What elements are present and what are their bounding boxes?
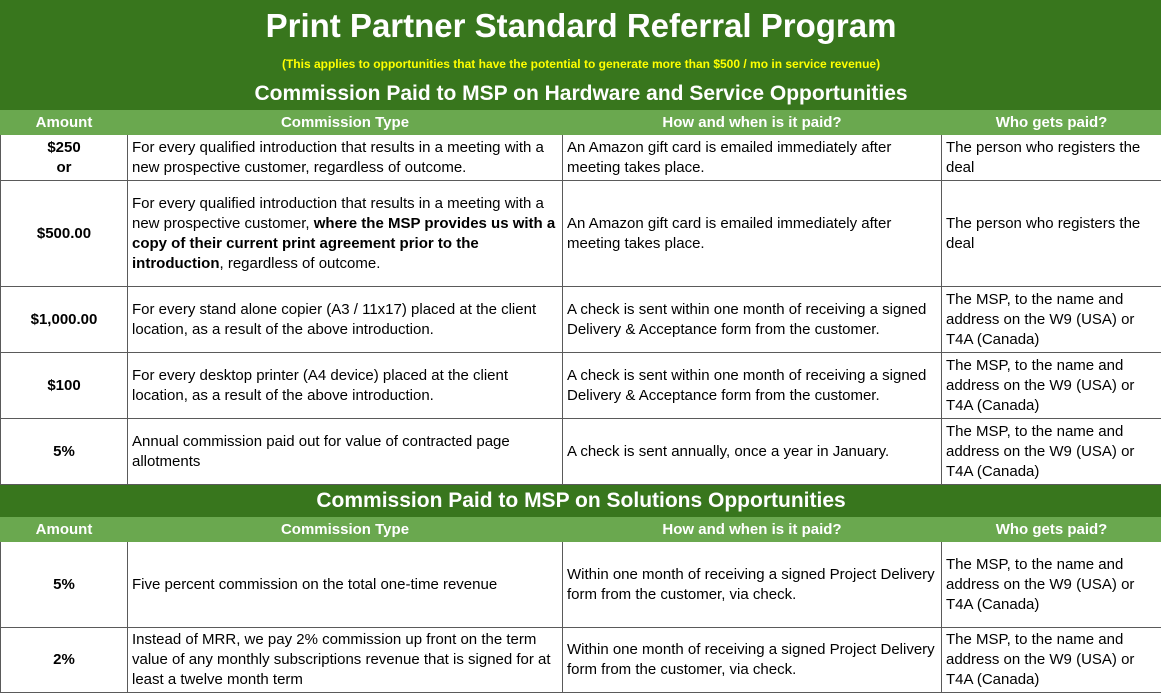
table-row (1, 542, 1161, 628)
column-header-how-paid: How and when is it paid? (563, 517, 942, 542)
commission-type-text-end: , regardless of outcome. (219, 254, 381, 272)
table-row (1, 181, 1161, 287)
page-subtitle: (This applies to opportunities that have the potential to generate more than $500 / mo in service revenue) (1, 51, 1161, 78)
section-heading-solutions: Commission Paid to MSP on Solutions Opportunities (1, 485, 1161, 517)
table-row (1, 353, 1161, 419)
section-heading-hardware: Commission Paid to MSP on Hardware and Service Opportunities (1, 78, 1161, 110)
commission-type-cell: Annual commission paid out for value of contracted page allotments (128, 419, 563, 485)
how-paid-cell: An Amazon gift card is emailed immediately after meeting takes place. (563, 181, 942, 287)
how-paid-cell: Within one month of receiving a signed Project Delivery form from the customer, via check. (563, 542, 942, 628)
column-header-who-paid: Who gets paid? (942, 517, 1161, 542)
commission-type-emphasis: where the MSP provides us with a copy of their current print agreement prior to the introduction (132, 214, 556, 272)
who-paid-cell: The MSP, to the name and address on the W9 (USA) or T4A (Canada) (942, 628, 1161, 693)
how-paid-cell: A check is sent annually, once a year in January. (563, 419, 942, 485)
commission-type-cell: Instead of MRR, we pay 2% commission up front on the term value of any monthly subscriptions revenue that is signed for at least a twelve month term (128, 628, 563, 693)
column-header-commission-type: Commission Type (128, 110, 563, 135)
commission-type-cell: For every stand alone copier (A3 / 11x17) placed at the client location, as a result of the above introduction. (128, 287, 563, 353)
amount-cell: $500.00 (1, 181, 128, 287)
table-row (1, 287, 1161, 353)
who-paid-cell: The MSP, to the name and address on the W9 (USA) or T4A (Canada) (942, 287, 1161, 353)
amount-cell: $100 (1, 353, 128, 419)
amount-value: $250 (47, 138, 81, 156)
commission-type-cell: For every qualified introduction that results in a meeting with a new prospective customer, regardless of outcome. (128, 135, 563, 181)
table-row (1, 628, 1161, 693)
column-header-commission-type: Commission Type (128, 517, 563, 542)
how-paid-cell: A check is sent within one month of receiving a signed Delivery & Acceptance form from the customer. (563, 353, 942, 419)
table-row (1, 419, 1161, 485)
column-header-amount: Amount (1, 517, 128, 542)
how-paid-cell: A check is sent within one month of receiving a signed Delivery & Acceptance form from the customer. (563, 287, 942, 353)
table-row (1, 135, 1161, 181)
column-header-row (1, 517, 1161, 542)
who-paid-cell: The person who registers the deal (942, 135, 1161, 181)
who-paid-cell: The MSP, to the name and address on the W9 (USA) or T4A (Canada) (942, 353, 1161, 419)
amount-cell: 2% (1, 628, 128, 693)
how-paid-cell: Within one month of receiving a signed Project Delivery form from the customer, via check. (563, 628, 942, 693)
who-paid-cell: The MSP, to the name and address on the W9 (USA) or T4A (Canada) (942, 419, 1161, 485)
amount-cell (1, 135, 128, 181)
commission-type-cell: For every desktop printer (A4 device) placed at the client location, as a result of the above introduction. (128, 353, 563, 419)
commission-type-cell: Five percent commission on the total one-time revenue (128, 542, 563, 628)
amount-cell: 5% (1, 542, 128, 628)
how-paid-cell: An Amazon gift card is emailed immediately after meeting takes place. (563, 135, 942, 181)
column-header-amount: Amount (1, 110, 128, 135)
commission-type-text: For every qualified introduction that results in a meeting with a new prospective customer, (132, 194, 544, 232)
column-header-how-paid: How and when is it paid? (563, 110, 942, 135)
column-header-who-paid: Who gets paid? (942, 110, 1161, 135)
column-header-row (1, 110, 1161, 135)
amount-cell: 5% (1, 419, 128, 485)
who-paid-cell: The MSP, to the name and address on the W9 (USA) or T4A (Canada) (942, 542, 1161, 628)
amount-cell: $1,000.00 (1, 287, 128, 353)
amount-or: or (56, 158, 72, 176)
who-paid-cell: The person who registers the deal (942, 181, 1161, 287)
page-title: Print Partner Standard Referral Program (1, 1, 1161, 51)
commission-type-cell (128, 181, 563, 287)
